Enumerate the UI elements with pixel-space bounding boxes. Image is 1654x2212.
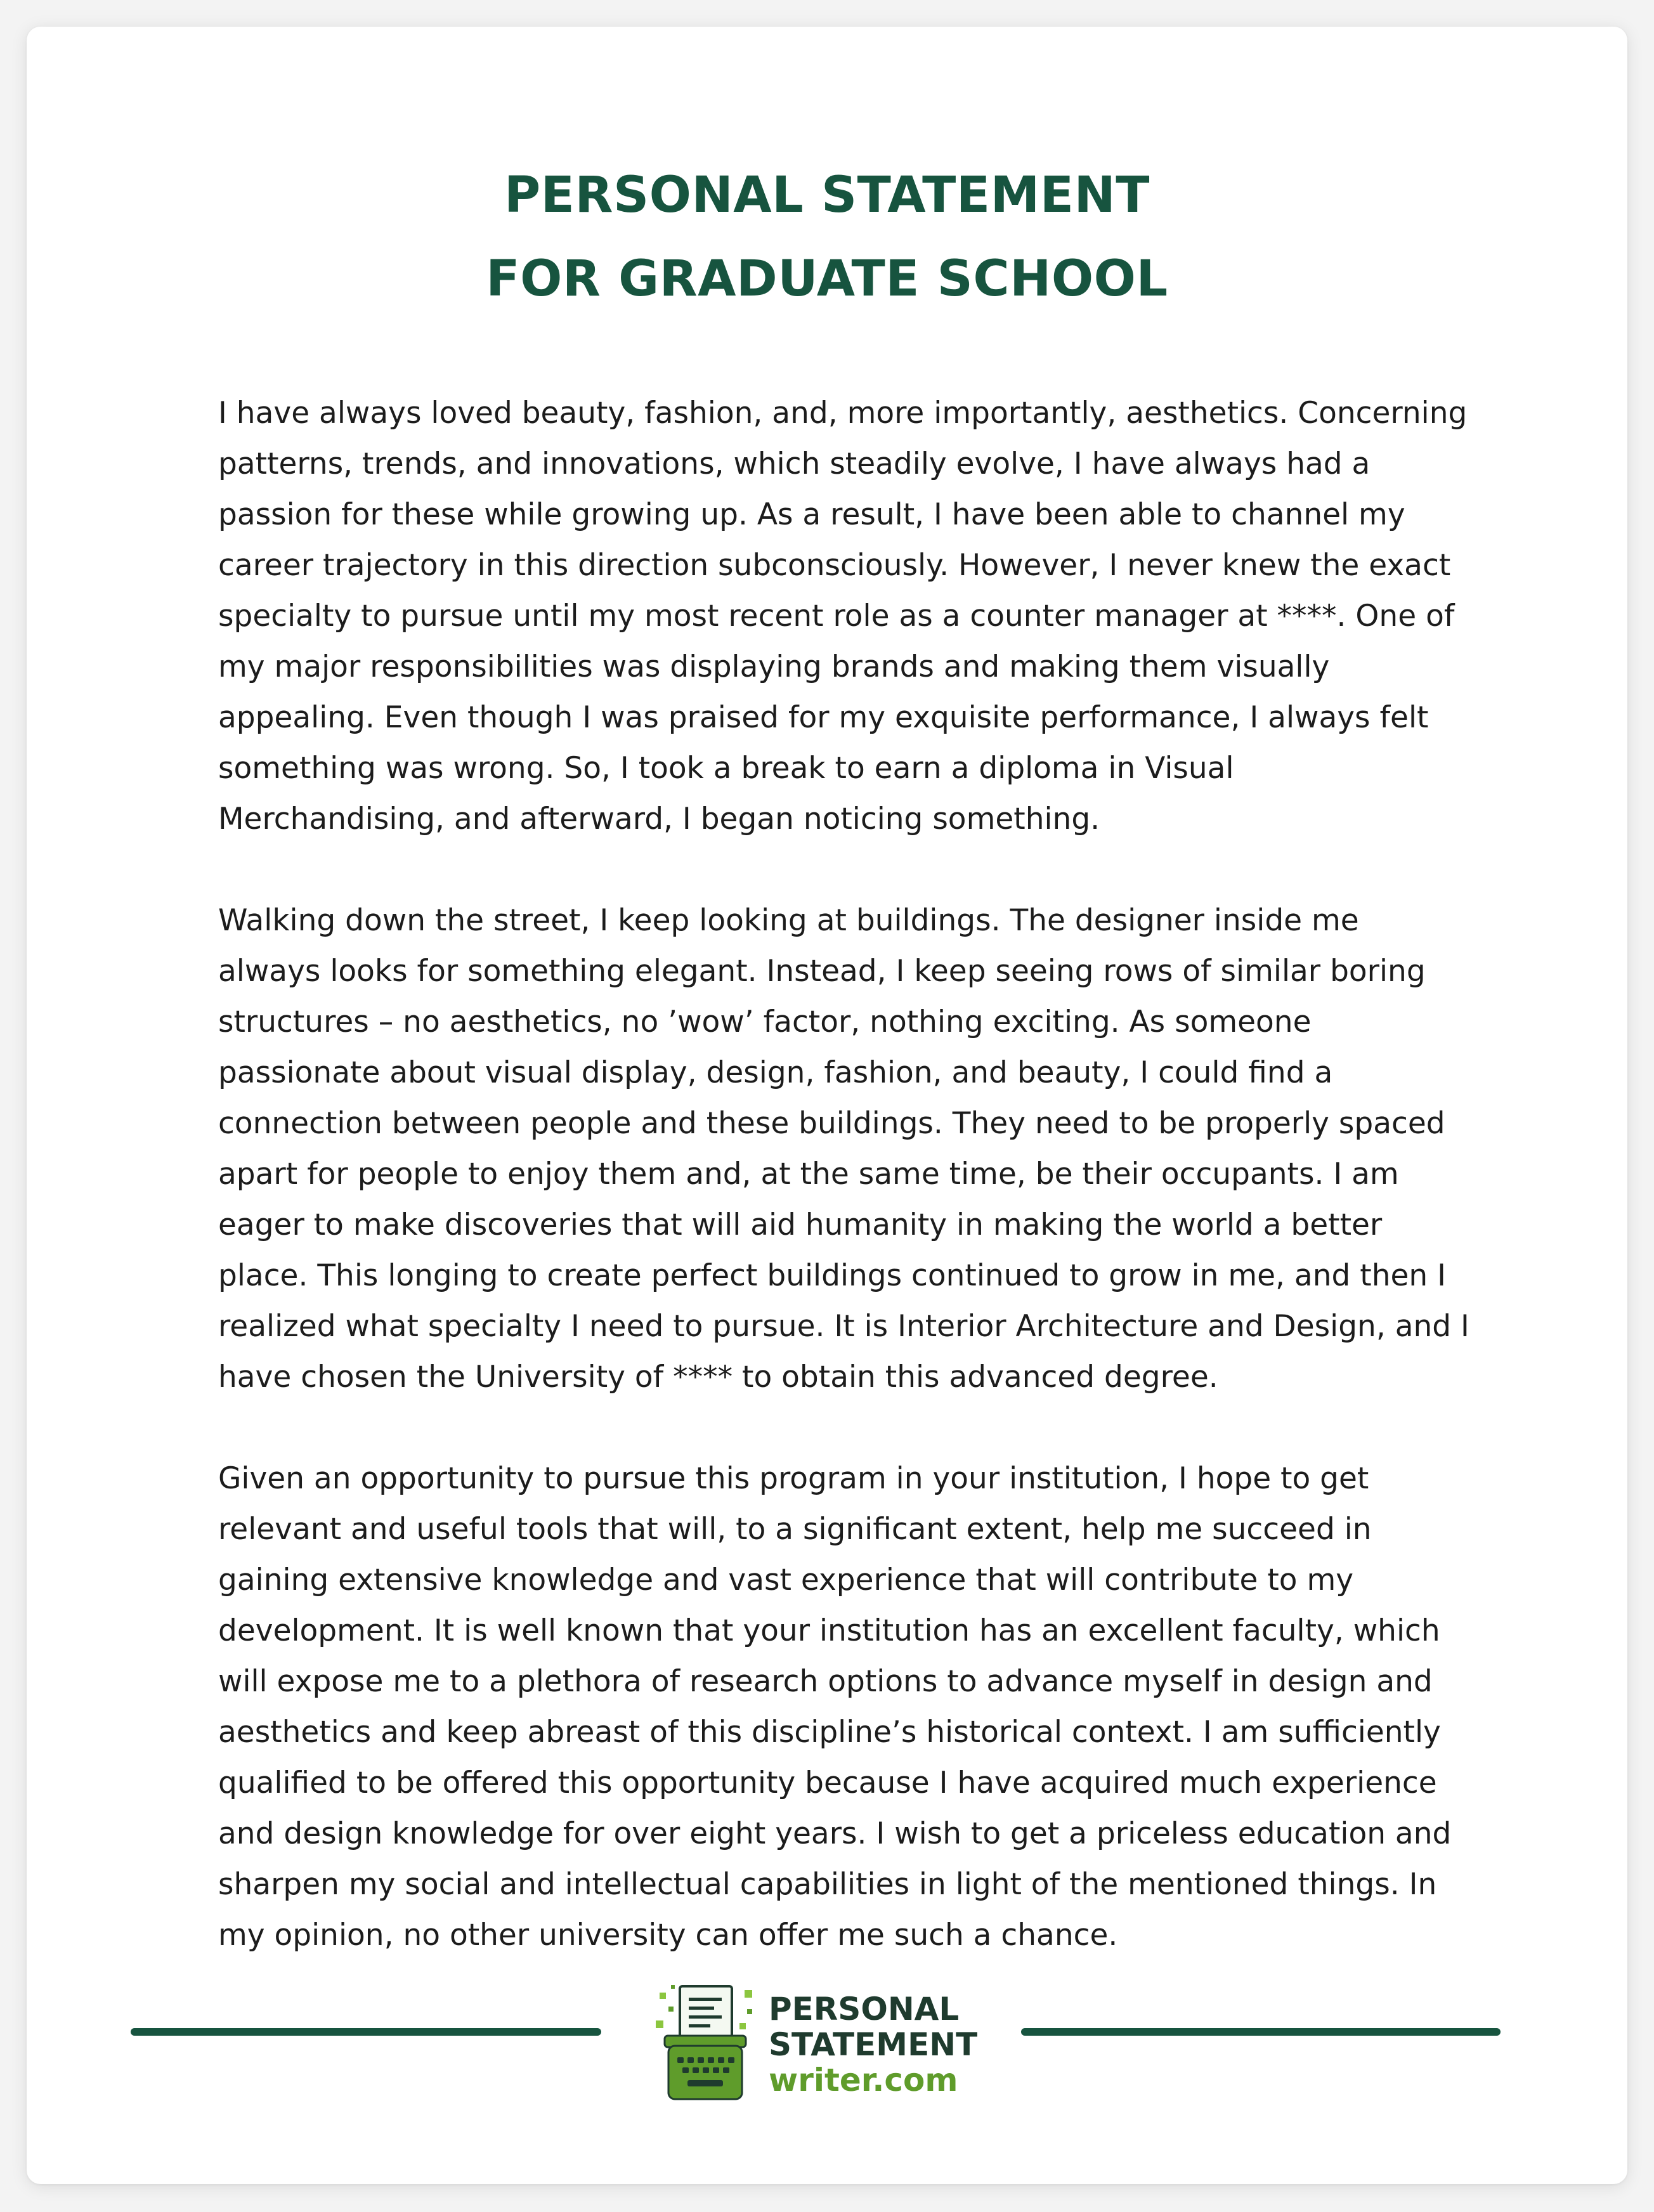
text-line: appealing. Even though I was praised for my exquisite performance, I always felt [218, 700, 1429, 735]
title-line-1: PERSONAL STATEMENT [504, 167, 1150, 224]
paragraph-2 [218, 895, 1474, 1403]
brand-logo[interactable] [652, 1981, 1007, 2114]
text-line: and design knowledge for over eight years. I wish to get a priceless education and [218, 1816, 1452, 1851]
text-line: always looks for something elegant. Instead, I keep seeing rows of similar boring [218, 954, 1426, 989]
text-line: structures – no aesthetics, no ’wow’ factor, nothing exciting. As someone [218, 1005, 1312, 1039]
text-line: apart for people to enjoy them and, at the same time, be their occupants. I am [218, 1157, 1399, 1192]
logo-wordmark [769, 1991, 977, 2098]
text-line: gaining extensive knowledge and vast experience that will contribute to my [218, 1563, 1354, 1597]
text-line: Given an opportunity to pursue this program in your institution, I hope to get [218, 1461, 1369, 1496]
paragraph-3 [218, 1454, 1474, 1961]
text-line: have chosen the University of **** to obtain this advanced degree. [218, 1360, 1218, 1395]
text-line: specialty to pursue until my most recent role as a counter manager at ****. One of [218, 599, 1455, 634]
logo-line-1: PERSONAL [769, 1991, 960, 2027]
text-line: aesthetics and keep abreast of this discipline’s historical context. I am sufficiently [218, 1715, 1441, 1750]
text-line: place. This longing to create perfect buildings continued to grow in me, and then I [218, 1258, 1447, 1293]
text-line: will expose me to a plethora of research options to advance myself in design and [218, 1664, 1433, 1699]
typewriter-icon [652, 1981, 759, 2108]
footer-divider-left [131, 2028, 601, 2036]
text-line: sharpen my social and intellectual capabilities in light of the mentioned things. In [218, 1867, 1437, 1902]
text-line: development. It is well known that your institution has an excellent faculty, which [218, 1613, 1440, 1648]
footer-divider-right [1021, 2028, 1501, 2036]
text-line: my opinion, no other university can offer me such a chance. [218, 1918, 1118, 1953]
text-line: my major responsibilities was displaying brands and making them visually [218, 649, 1330, 684]
paragraph-1 [218, 388, 1474, 845]
text-line: realized what specialty I need to pursue. It is Interior Architecture and Design, and I [218, 1309, 1469, 1344]
text-line: something was wrong. So, I took a break to earn a diploma in Visual [218, 751, 1234, 786]
text-line: career trajectory in this direction subconsciously. However, I never knew the exact [218, 548, 1451, 583]
text-line: qualified to be offered this opportunity because I have acquired much experience [218, 1766, 1437, 1800]
text-line: patterns, trends, and innovations, which steadily evolve, I have always had a [218, 446, 1371, 481]
text-line: connection between people and these buildings. They need to be properly spaced [218, 1106, 1445, 1141]
statement-body [218, 388, 1474, 2012]
text-line: I have always loved beauty, fashion, and, more importantly, aesthetics. Concerning [218, 396, 1468, 431]
text-line: passionate about visual display, design, fashion, and beauty, I could find a [218, 1055, 1333, 1090]
text-line: eager to make discoveries that will aid humanity in making the world a better [218, 1207, 1383, 1242]
text-line: Merchandising, and afterward, I began noticing something. [218, 802, 1100, 836]
title-line-2: FOR GRADUATE SCHOOL [486, 250, 1168, 308]
document-page [27, 27, 1627, 2184]
logo-line-3: writer.com [769, 2062, 958, 2098]
text-line: Walking down the street, I keep looking at buildings. The designer inside me [218, 903, 1359, 938]
logo-line-2: STATEMENT [769, 2026, 978, 2063]
document-title [27, 153, 1627, 321]
text-line: relevant and useful tools that will, to a significant extent, help me succeed in [218, 1512, 1372, 1547]
text-line: passion for these while growing up. As a result, I have been able to channel my [218, 497, 1405, 532]
